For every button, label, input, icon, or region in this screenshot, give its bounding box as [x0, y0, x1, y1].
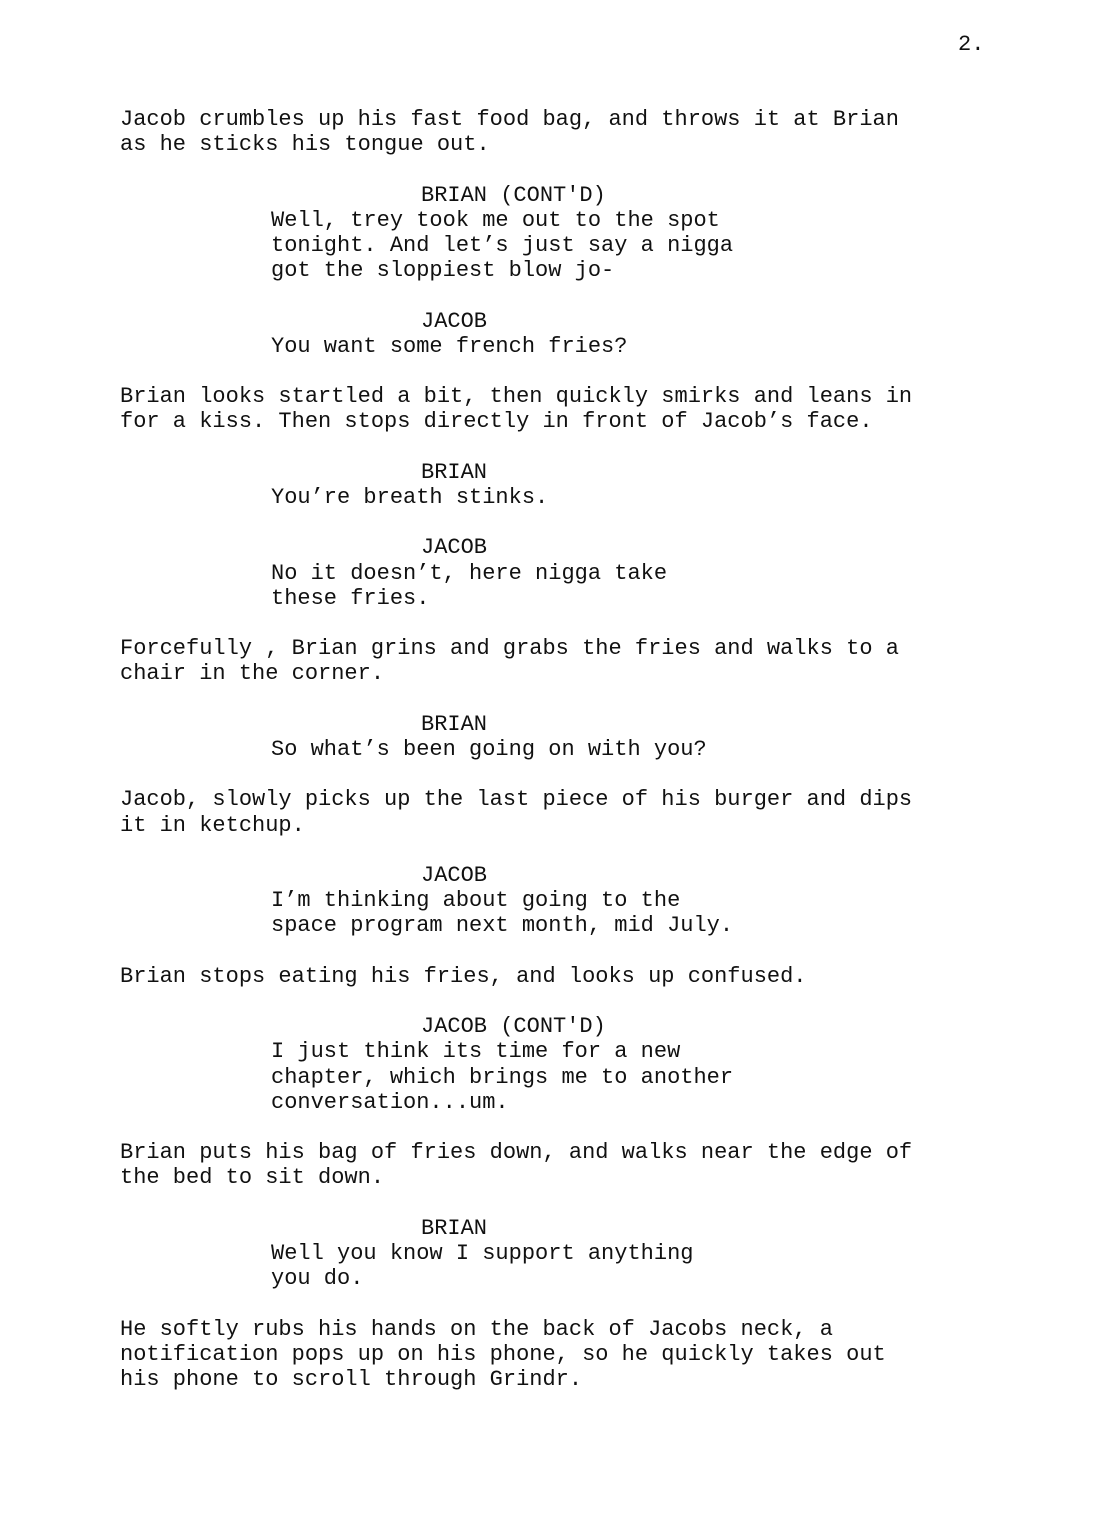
dialogue-text: Well you know I support anything you do. — [271, 1240, 694, 1292]
character-name: JACOB — [421, 535, 488, 561]
character-name: BRIAN — [421, 711, 488, 737]
character-name: BRIAN — [421, 1215, 488, 1241]
action-line: Brian stops eating his fries, and looks up confused. — [120, 963, 807, 989]
dialogue-text: I’m thinking about going to the space program next month, mid July. — [271, 888, 734, 939]
action-line: Forcefully , Brian grins and grabs the fries and walks to a chair in the corner. — [120, 636, 899, 687]
action-line: Brian puts his bag of fries down, and walks near the edge of the bed to sit down. — [120, 1140, 913, 1191]
dialogue-text: You want some french fries? — [271, 333, 628, 359]
dialogue-block — [0, 863, 1094, 939]
action-line: He softly rubs his hands on the back of Jacobs neck, a notification pops up on his phone, so he quickly takes out his phone to scroll through Grindr. — [120, 1316, 886, 1392]
action-line: Brian looks startled a bit, then quickly smirks and leans in for a kiss. Then stops directly in front of Jacob’s face. — [120, 384, 913, 435]
dialogue-block — [0, 183, 1094, 284]
dialogue-block — [0, 460, 1094, 510]
dialogue-text: Well, trey took me out to the spot tonight. And let’s just say a nigga got the sloppiest blow jo- — [271, 207, 734, 284]
dialogue-block — [0, 1216, 1094, 1292]
dialogue-block — [0, 1014, 1094, 1115]
character-name: JACOB (CONT'D) — [421, 1014, 606, 1040]
dialogue-text: No it doesn’t, here nigga take these fries. — [271, 560, 668, 611]
character-name: BRIAN (CONT'D) — [421, 182, 606, 208]
page-number: 2. — [958, 32, 985, 57]
action-line: Jacob, slowly picks up the last piece of his burger and dips it in ketchup. — [120, 787, 913, 838]
action-line: Jacob crumbles up his fast food bag, and throws it at Brian as he sticks his tongue out. — [120, 107, 899, 158]
character-name: JACOB — [421, 862, 488, 888]
dialogue-block — [0, 535, 1094, 611]
character-name: BRIAN — [421, 459, 488, 485]
character-name: JACOB — [421, 308, 488, 334]
screenplay-body — [0, 107, 1094, 1392]
dialogue-text: I just think its time for a new chapter, which brings me to another conversation...um. — [271, 1039, 734, 1115]
dialogue-block — [0, 309, 1094, 359]
dialogue-block — [0, 712, 1094, 762]
dialogue-text: You’re breath stinks. — [271, 484, 549, 510]
dialogue-text: So what’s been going on with you? — [271, 736, 707, 762]
